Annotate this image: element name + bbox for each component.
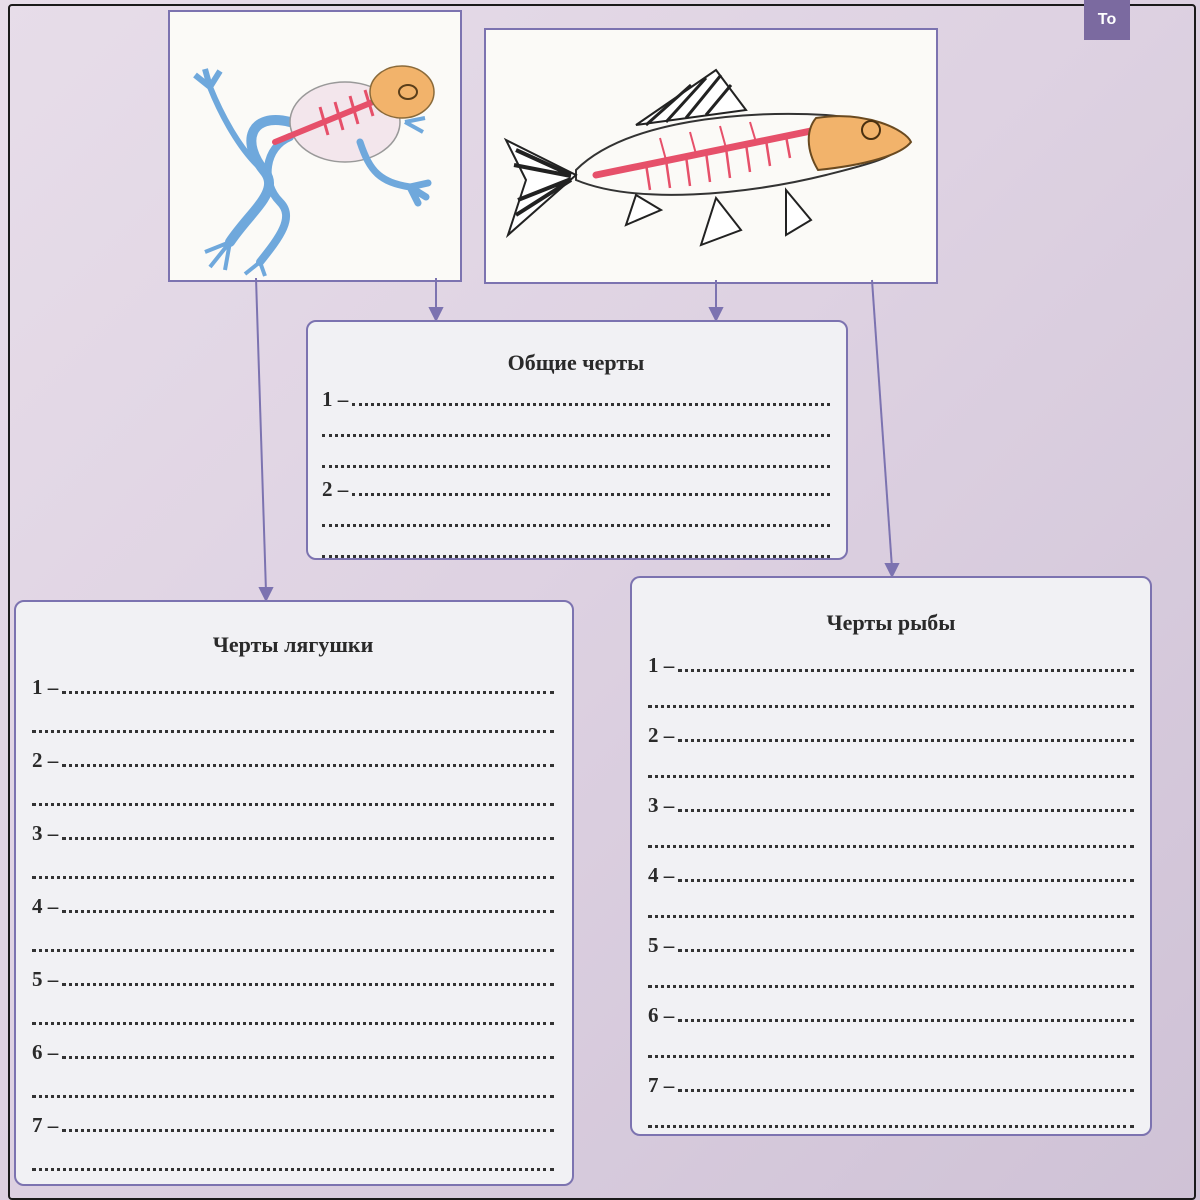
item-number: 2 – (322, 477, 349, 501)
answer-line[interactable] (32, 919, 554, 952)
item-number: 7 – (648, 1073, 675, 1097)
answer-line[interactable] (32, 773, 554, 806)
item-number: 3 – (32, 821, 59, 845)
fish-skeleton-drawing (486, 30, 936, 282)
frog-item-1 (32, 666, 554, 700)
answer-line[interactable] (322, 443, 830, 468)
item-number: 2 – (648, 723, 675, 747)
answer-line[interactable] (678, 935, 1134, 952)
common-item-1 (322, 384, 830, 412)
answer-line[interactable] (352, 479, 830, 496)
answer-line[interactable] (648, 888, 1134, 918)
frog-item-5 (32, 958, 554, 992)
answer-line[interactable] (322, 502, 830, 527)
item-number: 7 – (32, 1113, 59, 1137)
fish-item-5 (648, 924, 1134, 958)
answer-line[interactable] (32, 846, 554, 879)
answer-line[interactable] (32, 1138, 554, 1171)
fish-features-title: Черты рыбы (826, 610, 956, 635)
frog-item-3 (32, 812, 554, 846)
fish-item-7 (648, 1064, 1134, 1098)
answer-line[interactable] (62, 1115, 554, 1132)
answer-line[interactable] (62, 823, 554, 840)
answer-line[interactable] (648, 958, 1134, 988)
answer-line[interactable] (62, 969, 554, 986)
answer-line[interactable] (648, 818, 1134, 848)
answer-line[interactable] (648, 1028, 1134, 1058)
item-number: 6 – (32, 1040, 59, 1064)
fish-item-1 (648, 644, 1134, 678)
answer-line[interactable] (322, 533, 830, 558)
page-tab: То (1084, 0, 1130, 40)
answer-line[interactable] (322, 412, 830, 437)
answer-line[interactable] (678, 655, 1134, 672)
frog-illustration (168, 10, 462, 282)
answer-line[interactable] (62, 750, 554, 767)
frog-skeleton-drawing (170, 12, 460, 280)
common-item-2 (322, 474, 830, 502)
item-number: 3 – (648, 793, 675, 817)
fish-item-3 (648, 784, 1134, 818)
answer-line[interactable] (678, 1005, 1134, 1022)
answer-line[interactable] (352, 389, 830, 406)
item-number: 1 – (322, 387, 349, 411)
common-features-card (306, 320, 848, 560)
fish-item-6 (648, 994, 1134, 1028)
answer-line[interactable] (32, 700, 554, 733)
answer-line[interactable] (62, 896, 554, 913)
item-number: 6 – (648, 1003, 675, 1027)
item-number: 1 – (32, 675, 59, 699)
frog-features-card (14, 600, 574, 1186)
answer-line[interactable] (62, 1042, 554, 1059)
frog-features-title: Черты лягушки (212, 632, 374, 657)
answer-line[interactable] (648, 748, 1134, 778)
answer-line[interactable] (32, 992, 554, 1025)
answer-line[interactable] (648, 1098, 1134, 1128)
fish-item-2 (648, 714, 1134, 748)
answer-line[interactable] (32, 1065, 554, 1098)
answer-line[interactable] (678, 725, 1134, 742)
frog-item-6 (32, 1031, 554, 1065)
fish-illustration (484, 28, 938, 284)
frog-item-7 (32, 1104, 554, 1138)
fish-features-card (630, 576, 1152, 1136)
item-number: 2 – (32, 748, 59, 772)
answer-line[interactable] (678, 795, 1134, 812)
frog-item-4 (32, 885, 554, 919)
item-number: 4 – (32, 894, 59, 918)
answer-line[interactable] (62, 677, 554, 694)
common-features-title: Общие черты (507, 350, 645, 375)
item-number: 1 – (648, 653, 675, 677)
frog-item-2 (32, 739, 554, 773)
answer-line[interactable] (678, 865, 1134, 882)
item-number: 4 – (648, 863, 675, 887)
answer-line[interactable] (678, 1075, 1134, 1092)
item-number: 5 – (32, 967, 59, 991)
fish-item-4 (648, 854, 1134, 888)
answer-line[interactable] (648, 678, 1134, 708)
item-number: 5 – (648, 933, 675, 957)
